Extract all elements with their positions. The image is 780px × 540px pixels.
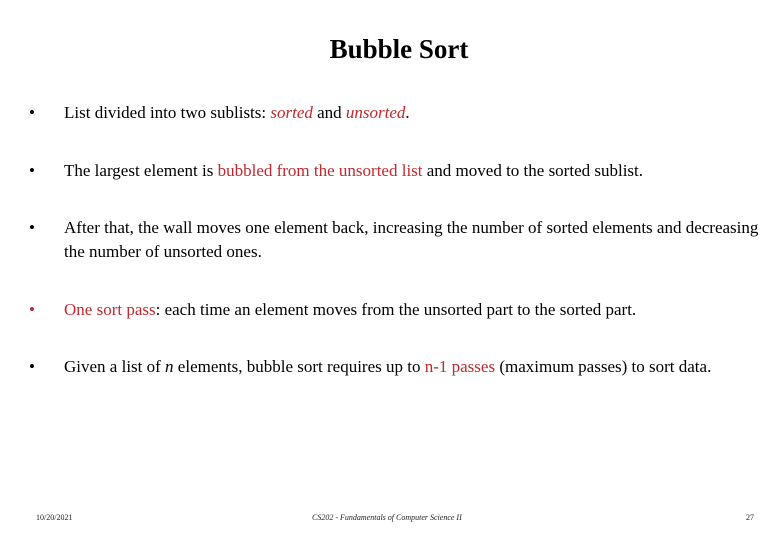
bullet-item-wall bbox=[29, 216, 759, 264]
bullet-dot-icon: • bbox=[29, 161, 35, 180]
bullet-text bbox=[64, 355, 759, 379]
bullet-item-pass bbox=[29, 298, 759, 322]
bullet-item-largest bbox=[29, 159, 759, 183]
bullet-dot-icon: • bbox=[29, 357, 35, 376]
bullet-text-part: (maximum passes) to sort data. bbox=[495, 357, 712, 376]
bullet-text-part: elements, bubble sort requires up to bbox=[173, 357, 425, 376]
bullet-text bbox=[64, 159, 759, 183]
italic-n: n bbox=[165, 357, 174, 376]
bullet-text-part: . bbox=[405, 103, 410, 122]
bullet-text-part: and bbox=[312, 103, 346, 122]
bullet-text-part: After that, the wall moves one element back, increasing the number of sorted elements and decreasing the number of unsorted ones. bbox=[64, 218, 759, 261]
bullet-text-part: The largest element is bbox=[64, 161, 218, 180]
bullet-item-sublists bbox=[29, 101, 759, 125]
bullet-item-passes bbox=[29, 355, 759, 379]
bullet-text-part: : each time an element moves from the unsorted part to the sorted part. bbox=[155, 300, 637, 319]
bullet-text bbox=[64, 216, 759, 264]
bullet-text-part: List divided into two sublists: bbox=[64, 103, 271, 122]
slide-title: Bubble Sort bbox=[329, 34, 469, 64]
highlight-n-1-passes: n-1 passes bbox=[424, 357, 496, 376]
footer-course: CS202 - Fundamentals of Computer Science II bbox=[312, 513, 462, 522]
bullet-text-part: and moved to the sorted sublist. bbox=[422, 161, 644, 180]
bullet-text bbox=[64, 298, 759, 322]
bullet-dot-icon: • bbox=[29, 103, 35, 122]
footer-page-number: 27 bbox=[746, 513, 754, 522]
highlight-unsorted: unsorted bbox=[345, 103, 406, 122]
highlight-sort-pass: One sort pass bbox=[64, 300, 156, 319]
bullet-dot-icon: • bbox=[29, 300, 35, 319]
footer-date: 10/20/2021 bbox=[36, 513, 73, 522]
bullet-text bbox=[64, 101, 759, 125]
bullet-dot-icon: • bbox=[29, 218, 35, 237]
highlight-sorted: sorted bbox=[270, 103, 313, 122]
highlight-bubbled: bubbled from the unsorted list bbox=[217, 161, 423, 180]
bullet-text-part: Given a list of bbox=[64, 357, 166, 376]
